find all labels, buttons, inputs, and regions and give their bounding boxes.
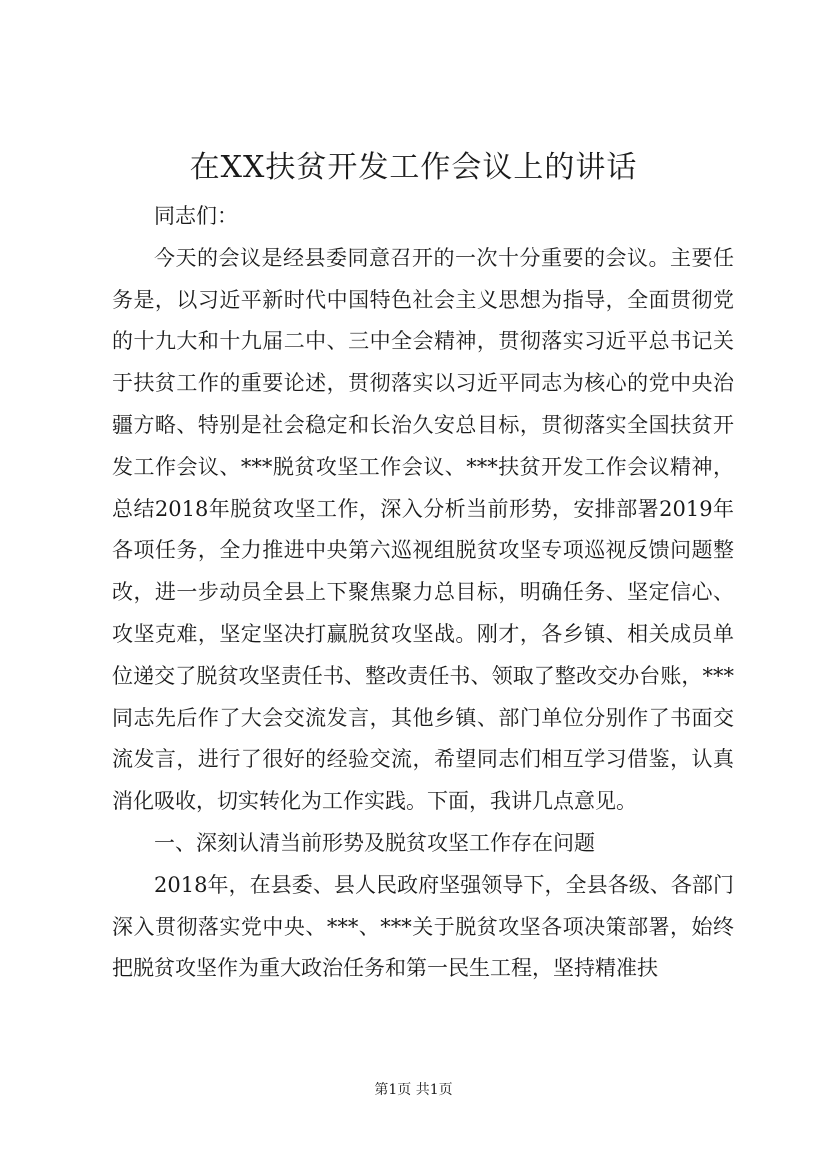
body-paragraph: 2018年，在县委、县人民政府坚强领导下，全县各级、各部门深入贯彻落实党中央、***、***关于脱贫攻坚各项决策部署，始终把脱贫攻坚作为重大政治任务和第一民生工程，坚持精准扶 <box>112 872 734 981</box>
intro-paragraph: 今天的会议是经县委同意召开的一次十分重要的会议。主要任务是，以习近平新时代中国特色社会主义思想为指导，全面贯彻党的十九大和十九届二中、三中全会精神，贯彻落实习近平总书记关于扶贫工作的重要论述，贯彻落实以习近平同志为核心的党中央治疆方略、特别是社会稳定和长治久安总目标，贯彻落实全国扶贫开发工作会议、***脱贫攻坚工作会议、***扶贫开发工作会议精神，总结2018年脱贫攻坚工作，深入分析当前形势，安排部署2019年各项任务，全力推进中央第六巡视组脱贫攻坚专项巡视反馈问题整改，进一步动员全县上下聚焦聚力总目标，明确任务、坚定信心、攻坚克难，坚定坚决打赢脱贫攻坚战。刚才，各乡镇、相关成员单位递交了脱贫攻坚责任书、整改责任书、领取了整改交办台账，***同志先后作了大会交流发言，其他乡镇、部门单位分别作了书面交流发言，进行了很好的经验交流，希望同志们相互学习借鉴，认真消化吸收，切实转化为工作实践。下面，我讲几点意见。 <box>112 245 734 814</box>
document-title: 在XX扶贫开发工作会议上的讲话 <box>189 150 638 185</box>
page-footer: 第1页 共1页 <box>374 1082 453 1098</box>
section-heading: 一、深刻认清当前形势及脱贫攻坚工作存在问题 <box>154 830 595 855</box>
document-body <box>112 196 734 990</box>
salutation-paragraph: 同志们： <box>154 204 238 228</box>
